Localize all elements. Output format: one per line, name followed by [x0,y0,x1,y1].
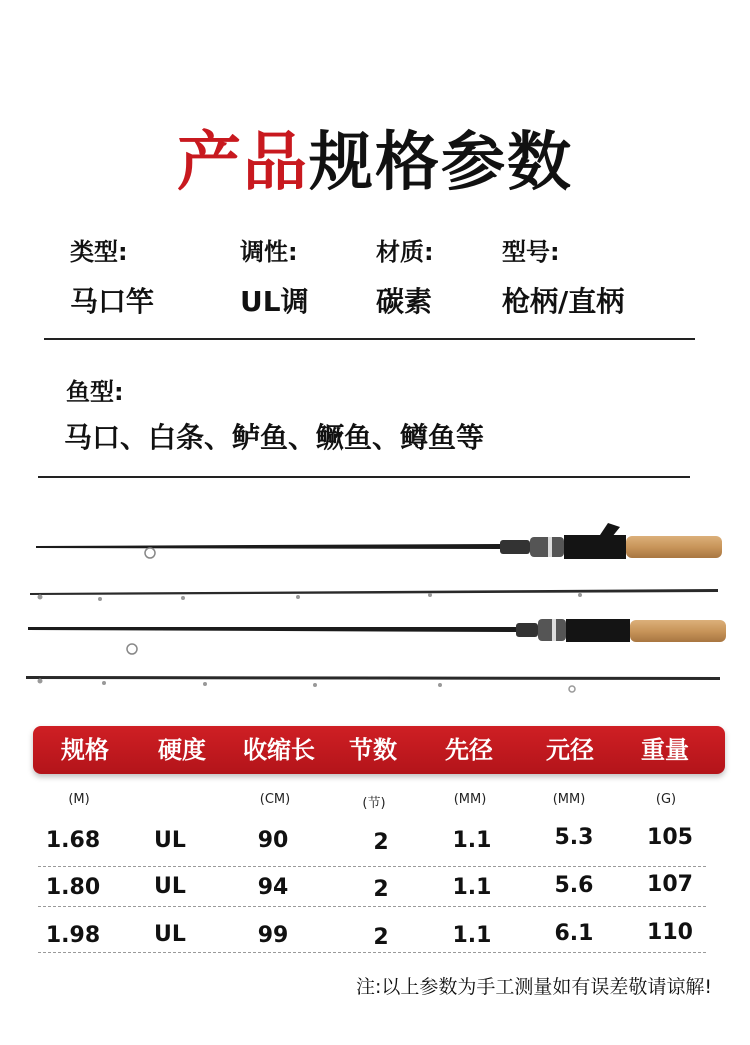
row1-tip-diameter: 1.1 [452,828,492,853]
spec-table-header [33,726,725,774]
fish-label: 鱼型: [66,378,124,406]
rod-spinning-1 [30,589,718,601]
fishing-rods-image [0,515,750,710]
row2-closed-length: 94 [257,875,289,900]
header-weight: 重量 [641,736,689,764]
spec-action-label: 调性: [240,238,298,266]
row1-weight: 105 [647,825,693,850]
unit-sections: (节) [362,796,386,811]
spec-material-value: 碳素 [376,285,433,318]
header-closed-length: 收缩长 [243,736,315,764]
row1-butt-diameter: 5.3 [554,825,594,850]
title-red-part: 产品 [177,126,309,200]
spec-model-label: 型号: [502,238,560,266]
header-butt-diameter: 元径 [546,736,594,764]
header-sections: 节数 [349,736,397,764]
header-tip-diameter: 先径 [445,736,493,764]
row3-spec: 1.98 [45,923,101,948]
row2-weight: 107 [647,872,693,897]
unit-butt-diameter: (MM) [552,792,586,807]
rod-casting-2 [28,619,726,654]
row3-butt-diameter: 6.1 [554,921,594,946]
spec-type-label: 类型: [70,238,128,266]
spec-model-value: 枪柄/直柄 [502,285,625,318]
row2-hardness: UL [154,874,186,899]
spec-type-value: 马口竿 [70,285,155,318]
header-spec: 规格 [61,736,109,764]
row-divider [38,906,706,907]
row-divider [38,952,706,953]
row3-tip-diameter: 1.1 [452,923,492,948]
row2-spec: 1.80 [45,875,101,900]
row2-butt-diameter: 5.6 [554,873,594,898]
unit-weight: (G) [655,792,677,807]
spec-material-label: 材质: [376,238,434,266]
unit-spec: (M) [68,792,90,807]
row2-sections: 2 [373,877,389,902]
row1-sections: 2 [373,830,389,855]
fish-value: 马口、白条、鲈鱼、鳜鱼、鳟鱼等 [64,421,485,454]
row1-spec: 1.68 [45,828,101,853]
row3-hardness: UL [154,922,186,947]
title-black-part: 规格参数 [309,126,573,200]
rod-spinning-2 [26,676,720,692]
unit-tip-diameter: (MM) [453,792,487,807]
header-hardness: 硬度 [158,736,206,764]
divider-specs [44,338,695,340]
rod-casting-1 [36,523,722,559]
page-title [0,118,750,208]
row3-sections: 2 [373,925,389,950]
divider-fish [38,476,690,478]
row1-closed-length: 90 [257,828,289,853]
row-divider [38,866,706,867]
row3-closed-length: 99 [257,923,289,948]
footnote: 注:以上参数为手工测量如有误差敬请谅解! [355,976,712,998]
row2-tip-diameter: 1.1 [452,875,492,900]
unit-closed-length: (CM) [259,792,291,807]
row1-hardness: UL [154,828,186,853]
spec-action-value: UL调 [240,285,309,318]
row3-weight: 110 [647,920,693,945]
